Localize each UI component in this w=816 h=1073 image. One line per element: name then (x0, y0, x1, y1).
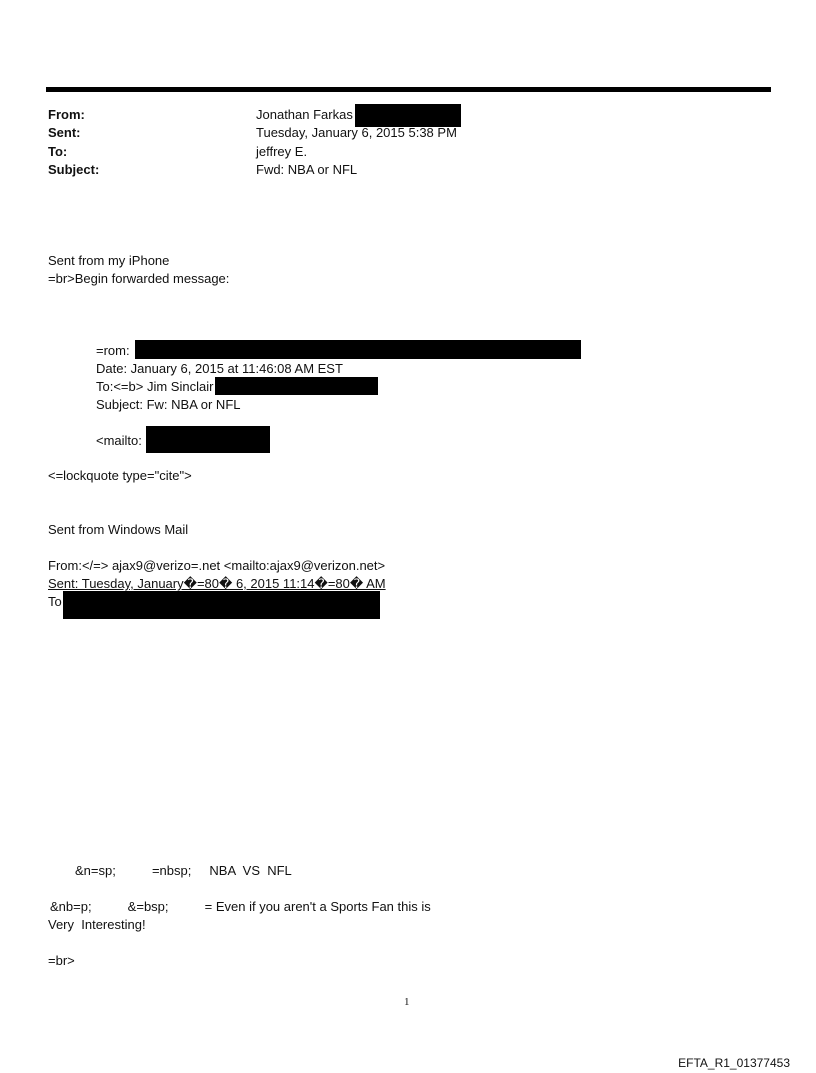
even-if-line: &nb=p; &=bsp; = Even if you aren't a Sports Fan this is (50, 899, 431, 914)
nba-vs-nfl-line: &n=sp; =nbsp; NBA VS NFL (75, 863, 292, 878)
redaction-box (215, 377, 378, 395)
subject-value: Fwd: NBA or NFL (256, 162, 358, 177)
sent-label: Sent: (48, 125, 81, 140)
fwd-date: Date: January 6, 2015 at 11:46:08 AM EST (96, 361, 343, 376)
redaction-box (63, 591, 380, 619)
inner-to: To (48, 594, 62, 609)
redaction-box (135, 340, 581, 359)
to-value: jeffrey E. (256, 144, 308, 159)
page-number: 1 (404, 996, 410, 1008)
sent-value: Tuesday, January 6, 2015 5:38 PM (256, 125, 457, 140)
redaction-box (355, 104, 461, 127)
fwd-subject: Subject: Fw: NBA or NFL (96, 397, 241, 412)
from-label: From: (48, 107, 85, 122)
inner-sent: Sent: Tuesday, January�=80� 6, 2015 11:14�=80� AM (48, 576, 386, 591)
very-interesting-line: Very Interesting! (48, 917, 146, 932)
from-value: Jonathan Farkas (256, 107, 353, 122)
mailto-text: <mailto: (96, 433, 142, 448)
sent-from-windows: Sent from Windows Mail (48, 522, 189, 537)
begin-forwarded: =br>Begin forwarded message: (48, 271, 230, 286)
fwd-from: =rom: (96, 343, 130, 358)
document-id: EFTA_R1_01377453 (678, 1056, 790, 1070)
redaction-box (146, 426, 270, 453)
to-label: To: (48, 144, 68, 159)
fwd-to: To:<=b> Jim Sinclair (96, 379, 214, 394)
inner-from: From:</=> ajax9@verizo=.net <mailto:ajax9@verizon.net> (48, 558, 386, 573)
sent-from-iphone: Sent from my iPhone (48, 253, 170, 268)
subject-label: Subject: (48, 162, 100, 177)
header-rule (46, 87, 771, 92)
blockquote-text: <=lockquote type="cite"> (48, 468, 192, 483)
br-line: =br> (48, 953, 75, 968)
